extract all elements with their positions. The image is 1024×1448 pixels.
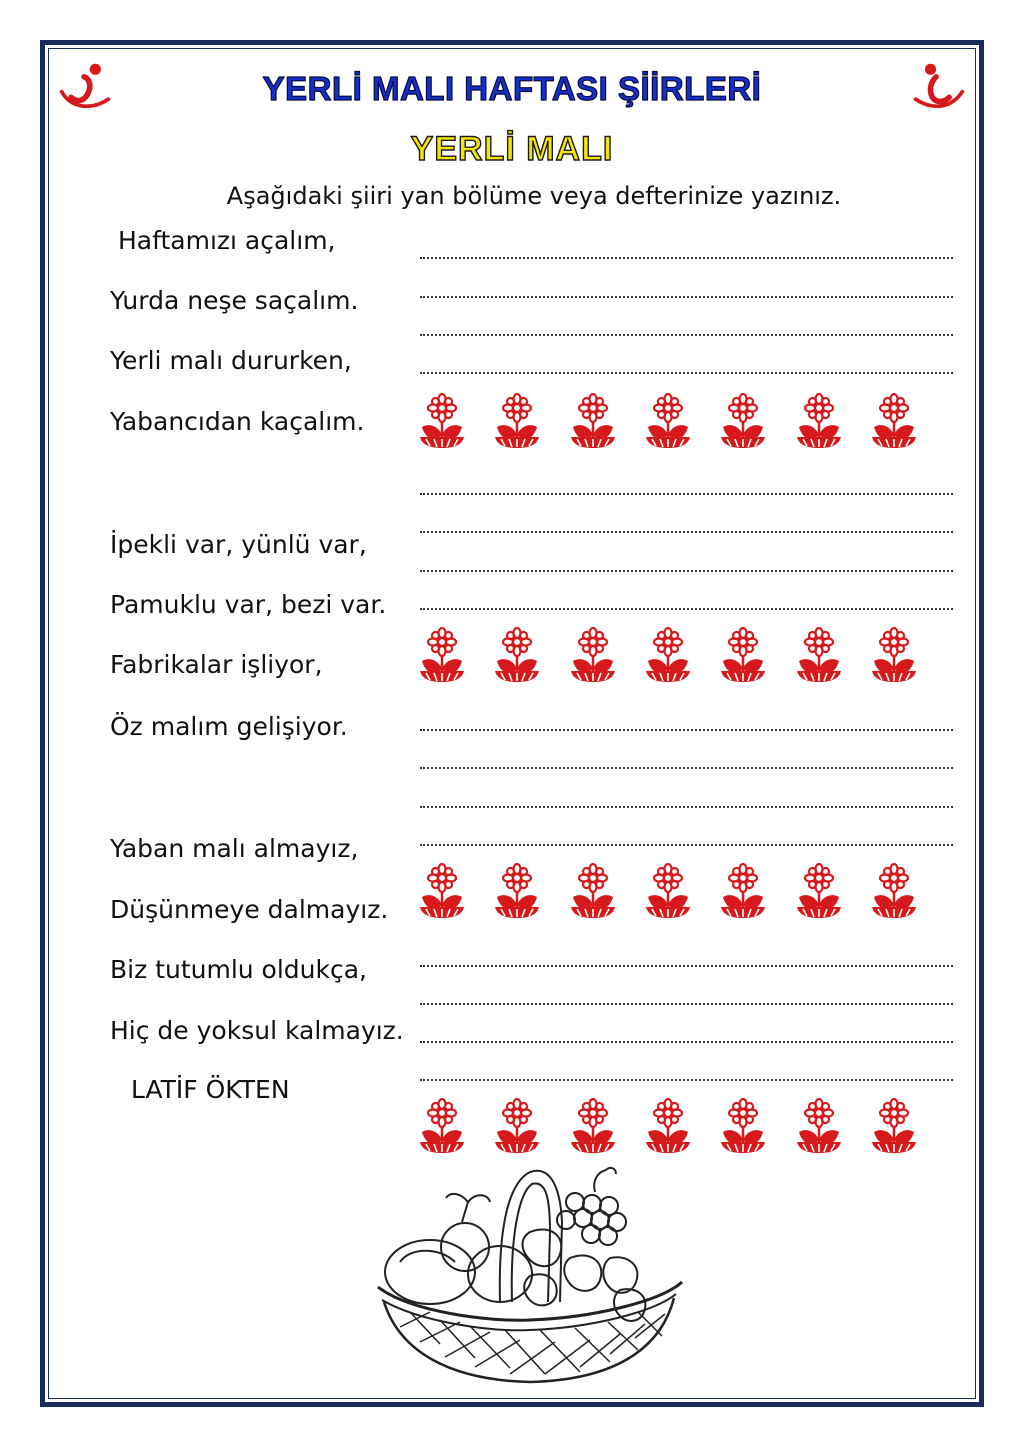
writing-line[interactable] (420, 1079, 953, 1081)
poem-line: Yerli malı dururken, (110, 346, 352, 375)
red-flower-icon (719, 627, 767, 683)
red-flower-icon (795, 393, 843, 449)
red-flower-icon (870, 393, 918, 449)
poem-line: Pamuklu var, bezi var. (110, 590, 387, 619)
red-flower-icon (493, 1098, 541, 1154)
poem-line: İpekli var, yünlü var, (110, 530, 367, 559)
flower-row (418, 393, 938, 449)
writing-line[interactable] (420, 806, 953, 808)
red-flower-icon (870, 627, 918, 683)
writing-line[interactable] (420, 372, 953, 374)
poem-line: Haftamızı açalım, (118, 226, 336, 255)
writing-line[interactable] (420, 965, 953, 967)
writing-line[interactable] (420, 493, 953, 495)
red-flower-icon (719, 1098, 767, 1154)
red-flower-icon (418, 1098, 466, 1154)
poem-line: Fabrikalar işliyor, (110, 650, 323, 679)
red-flower-icon (719, 863, 767, 919)
writing-line[interactable] (420, 296, 953, 298)
writing-line[interactable] (420, 767, 953, 769)
flower-row (418, 1098, 938, 1154)
red-flower-icon (870, 863, 918, 919)
red-flower-icon (870, 1098, 918, 1154)
fruit-basket-icon (370, 1162, 690, 1387)
poem-line: Yabancıdan kaçalım. (110, 407, 365, 436)
red-flower-icon (493, 863, 541, 919)
red-flower-icon (569, 1098, 617, 1154)
poem-line: Yurda neşe saçalım. (110, 286, 359, 315)
page-title: YERLİ MALI HAFTASI ŞİİRLERİ (262, 70, 762, 107)
writing-line[interactable] (420, 729, 953, 731)
red-flower-icon (795, 863, 843, 919)
red-flower-icon (795, 627, 843, 683)
red-flower-icon (795, 1098, 843, 1154)
red-flower-icon (493, 627, 541, 683)
red-flower-icon (569, 627, 617, 683)
red-flower-icon (569, 863, 617, 919)
flower-row (418, 863, 938, 919)
poem-title: YERLİ MALI (410, 130, 614, 168)
red-flower-icon (644, 393, 692, 449)
poem-line: Hiç de yoksul kalmayız. (110, 1016, 404, 1045)
instruction-text: Aşağıdaki şiiri yan bölüme veya defterinize yazınız. (226, 182, 842, 210)
red-flower-icon (719, 393, 767, 449)
red-flower-icon (418, 393, 466, 449)
red-flower-icon (418, 627, 466, 683)
red-flower-icon (644, 1098, 692, 1154)
poem-line: Biz tutumlu oldukça, (110, 955, 367, 984)
writing-line[interactable] (420, 1041, 953, 1043)
poem-line: Öz malım gelişiyor. (110, 712, 348, 741)
writing-line[interactable] (420, 844, 953, 846)
writing-line[interactable] (420, 1003, 953, 1005)
flower-row (418, 627, 938, 683)
poem-line: Yaban malı almayız, (110, 834, 359, 863)
red-flower-icon (569, 393, 617, 449)
writing-line[interactable] (420, 570, 953, 572)
writing-line[interactable] (420, 531, 953, 533)
writing-line[interactable] (420, 608, 953, 610)
red-flower-icon (493, 393, 541, 449)
red-flower-icon (418, 863, 466, 919)
red-flower-icon (644, 863, 692, 919)
poem-author: LATİF ÖKTEN (131, 1075, 290, 1104)
red-flower-icon (644, 627, 692, 683)
writing-line[interactable] (420, 257, 953, 259)
writing-line[interactable] (420, 334, 953, 336)
poem-line: Düşünmeye dalmayız. (110, 895, 389, 924)
